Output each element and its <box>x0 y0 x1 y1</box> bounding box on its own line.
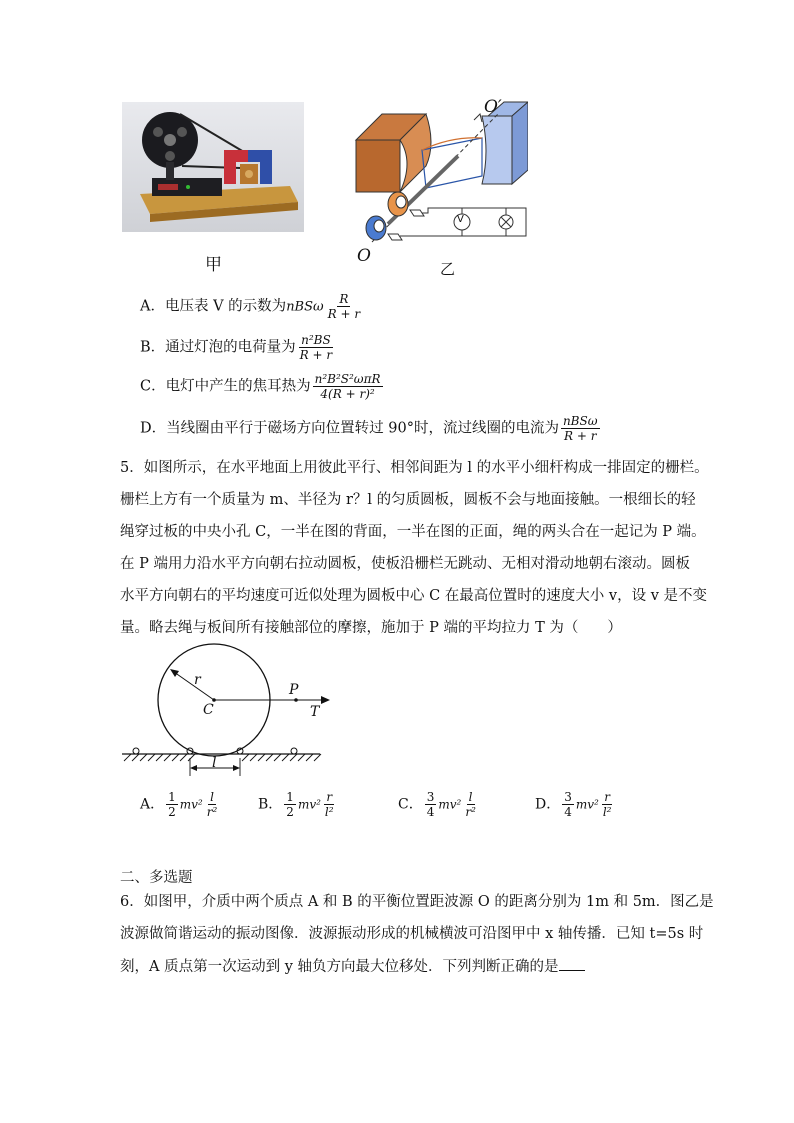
figure-yi-diagram <box>348 96 528 268</box>
generator-photo-image <box>122 102 304 232</box>
q4-option-d <box>140 414 602 443</box>
option-fraction: $\frac{R}{R + r}$ <box>327 292 361 321</box>
answer-blank[interactable] <box>559 956 585 971</box>
diagram-label-p: P <box>289 682 299 698</box>
option-fraction: $\frac{\text{n²B²S²ωπR}}{\text{4(R + r)²}}$ <box>314 372 381 401</box>
q5-line: 栅栏上方有一个质量为 m、半径为 r？l 的匀质圆板，圆板不会与地面接触。一根细长的轻 <box>120 492 696 508</box>
q6-line-last: 刻，A 质点第一次运动到 y 轴负方向最大位移处．下列判断正确的是 <box>120 956 680 977</box>
point-p <box>294 698 298 702</box>
option-letter: C． <box>140 378 166 395</box>
option-letter: A． <box>140 298 165 315</box>
axis-label-o-prime: O′ <box>484 97 502 117</box>
q5-line: 量。略去绳与板间所有接触部位的摩擦，施加于 P 端的平均拉力 T 为（ ） <box>120 620 622 636</box>
q5-option-d: D． $\frac{3}{4}$ mv² $\frac{r}{\text{l²}}$ <box>535 790 612 819</box>
option-text: 当线圈由平行于磁场方向位置转过 90°时，流过线圈的电流为 <box>166 420 559 437</box>
option-letter: B． <box>140 339 166 356</box>
option-text: 电压表 V 的示数为 <box>164 298 287 315</box>
axis-label-o: O <box>357 246 371 266</box>
diagram-label-l: l <box>212 755 217 771</box>
q6-line: 波源做简谐运动的振动图像．波源振动形成的机械横波可沿图甲中 x 轴传播．已知 t=5s 时 <box>120 926 704 942</box>
section-title-multiple-choice: 二、多选题 <box>120 870 193 886</box>
q5-line: 5．如图所示，在水平地面上用彼此平行、相邻间距为 l 的水平小细杆构成一排固定的栅栏。 <box>120 460 709 476</box>
option-expr: nBSω <box>286 299 324 315</box>
q6-stem <box>120 892 714 977</box>
option-letter: D． <box>140 420 167 437</box>
q5-line: 在 P 端用力沿水平方向朝右拉动圆板，使板沿栅栏无跳动、无相对滑动地朝右滚动。圆板 <box>120 556 690 572</box>
q5-line: 绳穿过板的中央小孔 C，一半在图的背面，一半在图的正面，绳的两头合在一起记为 P 端。 <box>120 524 706 540</box>
q4-option-c <box>140 372 385 401</box>
q4-option-a <box>140 292 364 321</box>
figure-jia-photo <box>122 102 304 232</box>
generator-schematic <box>348 96 528 268</box>
q5-option-a: A． $\frac{1}{2}$ mv² $\frac{l}{\text{r²}}$ <box>140 790 218 819</box>
q5-option-b: B． $\frac{1}{2}$ mv² $\frac{r}{\text{l²}}$ <box>258 790 334 819</box>
q5-line: 水平方向朝右的平均速度可近似处理为圆板中心 C 在最高位置时的速度大小 v，设 v 是不变 <box>120 588 708 604</box>
q4-option-b <box>140 333 336 362</box>
q5-stem <box>120 458 709 638</box>
option-text: 电灯中产生的焦耳热为 <box>165 378 311 395</box>
q5-option-c: C． $\frac{3}{4}$ mv² $\frac{l}{\text{r²}}$ <box>398 790 476 819</box>
option-text: 通过灯泡的电荷量为 <box>165 339 296 356</box>
diagram-label-r: r <box>194 672 201 688</box>
figure-jia-label: 甲 <box>205 255 222 275</box>
diagram-label-c: C <box>203 702 214 718</box>
rod <box>291 748 297 754</box>
figure-yi-label: 乙 <box>440 260 456 278</box>
option-fraction: $\frac{\text{n²BS}}{R + r}$ <box>299 333 333 362</box>
rod <box>133 748 139 754</box>
option-fraction: $\frac{\text{nBSω}}{R + r}$ <box>562 414 598 443</box>
voltmeter-label: V <box>457 214 464 225</box>
q6-line: 6．如图甲，介质中两个质点 A 和 B 的平衡位置距波源 O 的距离分别为 1m 和 5m．图乙是 <box>120 894 714 910</box>
diagram-label-t: T <box>310 704 320 720</box>
